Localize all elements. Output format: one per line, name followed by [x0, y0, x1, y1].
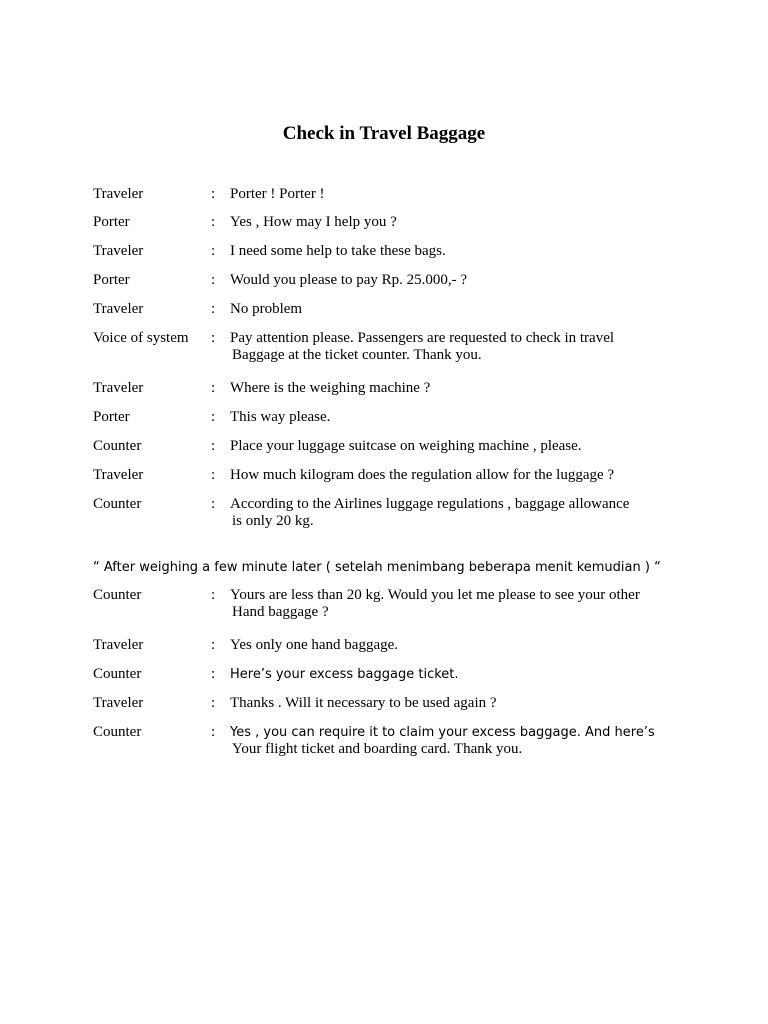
scene-note: “ After weighing a few minute later ( setelah menimbang beberapa menit kemudian ) “	[93, 560, 661, 575]
separator-colon: :	[211, 724, 216, 740]
dialogue-text: Pay attention please. Passengers are requested to check in travel	[230, 330, 615, 346]
speaker-label: Traveler	[93, 637, 144, 653]
document-title: Check in Travel Baggage	[282, 123, 486, 144]
speaker-label: Counter	[93, 438, 142, 454]
separator-colon: :	[211, 186, 216, 202]
separator-colon: :	[211, 214, 216, 230]
speaker-label: Voice of system	[93, 330, 189, 346]
dialogue-text: No problem	[230, 301, 303, 317]
speaker-label: Traveler	[93, 380, 144, 396]
separator-colon: :	[211, 637, 216, 653]
dialogue-text-continued: is only 20 kg.	[232, 513, 314, 529]
dialogue-text-continued: Your flight ticket and boarding card. Thank you.	[232, 741, 523, 757]
speaker-label: Porter	[93, 214, 130, 230]
speaker-label: Traveler	[93, 243, 144, 259]
speaker-label: Traveler	[93, 301, 144, 317]
dialogue-text: Yes , How may I help you ?	[230, 214, 397, 230]
separator-colon: :	[211, 666, 216, 682]
dialogue-text-continued: Baggage at the ticket counter. Thank you.	[232, 347, 482, 363]
dialogue-text: Yes only one hand baggage.	[230, 637, 399, 653]
dialogue-text: This way please.	[230, 409, 331, 425]
speaker-label: Porter	[93, 272, 130, 288]
dialogue-text: Thanks . Will it necessary to be used again ?	[230, 695, 497, 711]
dialogue-text: How much kilogram does the regulation allow for the luggage ?	[230, 467, 615, 483]
speaker-label: Traveler	[93, 695, 144, 711]
speaker-label: Traveler	[93, 186, 144, 202]
separator-colon: :	[211, 301, 216, 317]
separator-colon: :	[211, 467, 216, 483]
dialogue-text-continued: Hand baggage ?	[232, 604, 329, 620]
dialogue-text: Porter ! Porter !	[230, 186, 325, 202]
separator-colon: :	[211, 272, 216, 288]
dialogue-text: Where is the weighing machine ?	[230, 380, 431, 396]
dialogue-text: Would you please to pay Rp. 25.000,- ?	[230, 272, 468, 288]
speaker-label: Counter	[93, 587, 142, 603]
dialogue-text: I need some help to take these bags.	[230, 243, 446, 259]
separator-colon: :	[211, 330, 216, 346]
separator-colon: :	[211, 243, 216, 259]
dialogue-text: Place your luggage suitcase on weighing machine , please.	[230, 438, 582, 454]
speaker-label: Counter	[93, 666, 142, 682]
separator-colon: :	[211, 380, 216, 396]
separator-colon: :	[211, 587, 216, 603]
dialogue-text: According to the Airlines luggage regulations , baggage allowance	[230, 496, 630, 512]
separator-colon: :	[211, 438, 216, 454]
separator-colon: :	[211, 409, 216, 425]
dialogue-text: Here’s your excess baggage ticket.	[230, 667, 459, 682]
dialogue-text: Yes , you can require it to claim your excess baggage. And here’s	[230, 725, 655, 740]
speaker-label: Traveler	[93, 467, 144, 483]
speaker-label: Porter	[93, 409, 130, 425]
dialogue-text: Yours are less than 20 kg. Would you let me please to see your other	[230, 587, 640, 603]
speaker-label: Counter	[93, 724, 142, 740]
separator-colon: :	[211, 496, 216, 512]
speaker-label: Counter	[93, 496, 142, 512]
separator-colon: :	[211, 695, 216, 711]
